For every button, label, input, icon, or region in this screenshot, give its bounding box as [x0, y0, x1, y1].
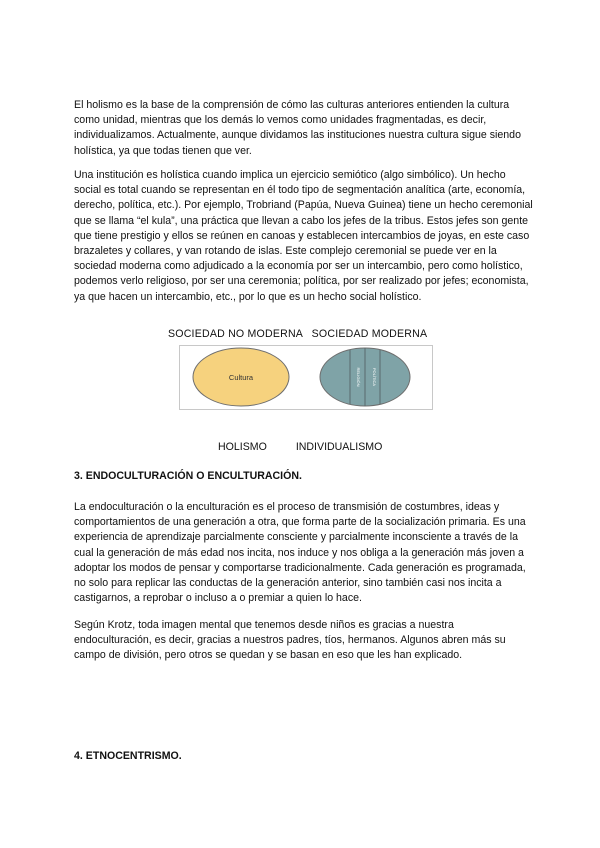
paragraph-holismo: El holismo es la base de la comprensión de cómo las culturas anteriores entienden la cultura como unidad, mientras que los demás lo vemos como unidades fragmentadas, es decir, individualizamos. Actualmente, aunque dividamos las instituciones nuestra cultura sigue siendo holística, ya que todas tienen que ver.: [74, 99, 521, 157]
paragraph-krotz: Según Krotz, toda imagen mental que tenemos desde niños es gracias a nuestra endoculturación, es decir, gracias a nuestros padres, tíos, hermanos. Algunos abren más su campo de división, pero otros se quedan y se basan en eso que les han explicado.: [74, 619, 506, 662]
paragraph-institucion-holistica: Una institución es holística cuando implica un ejercicio semiótico (algo simbólico). Un hecho social es total cuando se representan en él todo tipo de segmentación analítica (arte, economía, derecho, política, etc.). Por ejemplo, Trobriand (Papúa, Nueva Guinea) tiene un hecho ceremonial que se llama “el kula”, una práctica que llevan a cabo los jefes de la tribus. Estos jefes son gente que tiene prestigio y ellos se reúnen en canoas y establecen intercambios de joyas, en este caso brazaletes y collares, y van rotando de islas. Este complejo ceremonial se puede ver en la sociedad moderna como adjudicado a la economía por ser un intercambio, pero como holístico, podemos verlo religioso, por ser una ceremonia; política, por ser realizado por jefes; economista, ya que hacen un intercambio, etc., por lo que es un hecho social holístico.: [74, 169, 533, 303]
figure-diagram: [179, 345, 433, 410]
figure-svg: [180, 346, 432, 409]
heading-endoculturacion: 3. ENDOCULTURACIÓN O ENCULTURACIÓN.: [74, 470, 302, 482]
heading-etnocentrismo: 4. ETNOCENTRISMO.: [74, 750, 182, 762]
figure-captions: [218, 441, 382, 453]
holism-circle-label: Cultura: [228, 373, 254, 382]
figure-title-moderna: SOCIEDAD MODERNA: [311, 328, 428, 340]
figure-title-no-moderna: SOCIEDAD NO MODERNA: [168, 328, 303, 340]
caption-individualismo: INDIVIDUALISMO: [295, 441, 383, 453]
figure-titles: [168, 328, 448, 340]
caption-holismo: HOLISMO: [218, 441, 267, 453]
paragraph-endoculturacion: La endoculturación o la enculturación es el proceso de transmisión de costumbres, ideas y comportamientos de una generación a otra, que forma parte de la socialización primaria. Es una experiencia de aprendizaje parcialmente consciente y parcialmente inconsciente a través de la cual la generación de más edad nos incita, nos induce y nos obliga a la generación más joven a adoptar los modos de pensar y comportarse tradicionalmente. Cada generación es programada, no solo para replicar las conductas de la generación anterior, sino también casi nos incita a castigarnos, a reprobar o incluso a o premiar a quien lo hace.: [74, 501, 526, 605]
segment-label-politica: POLÍTICA: [372, 367, 377, 387]
segment-label-religion: RELIGIÓN: [356, 367, 361, 387]
